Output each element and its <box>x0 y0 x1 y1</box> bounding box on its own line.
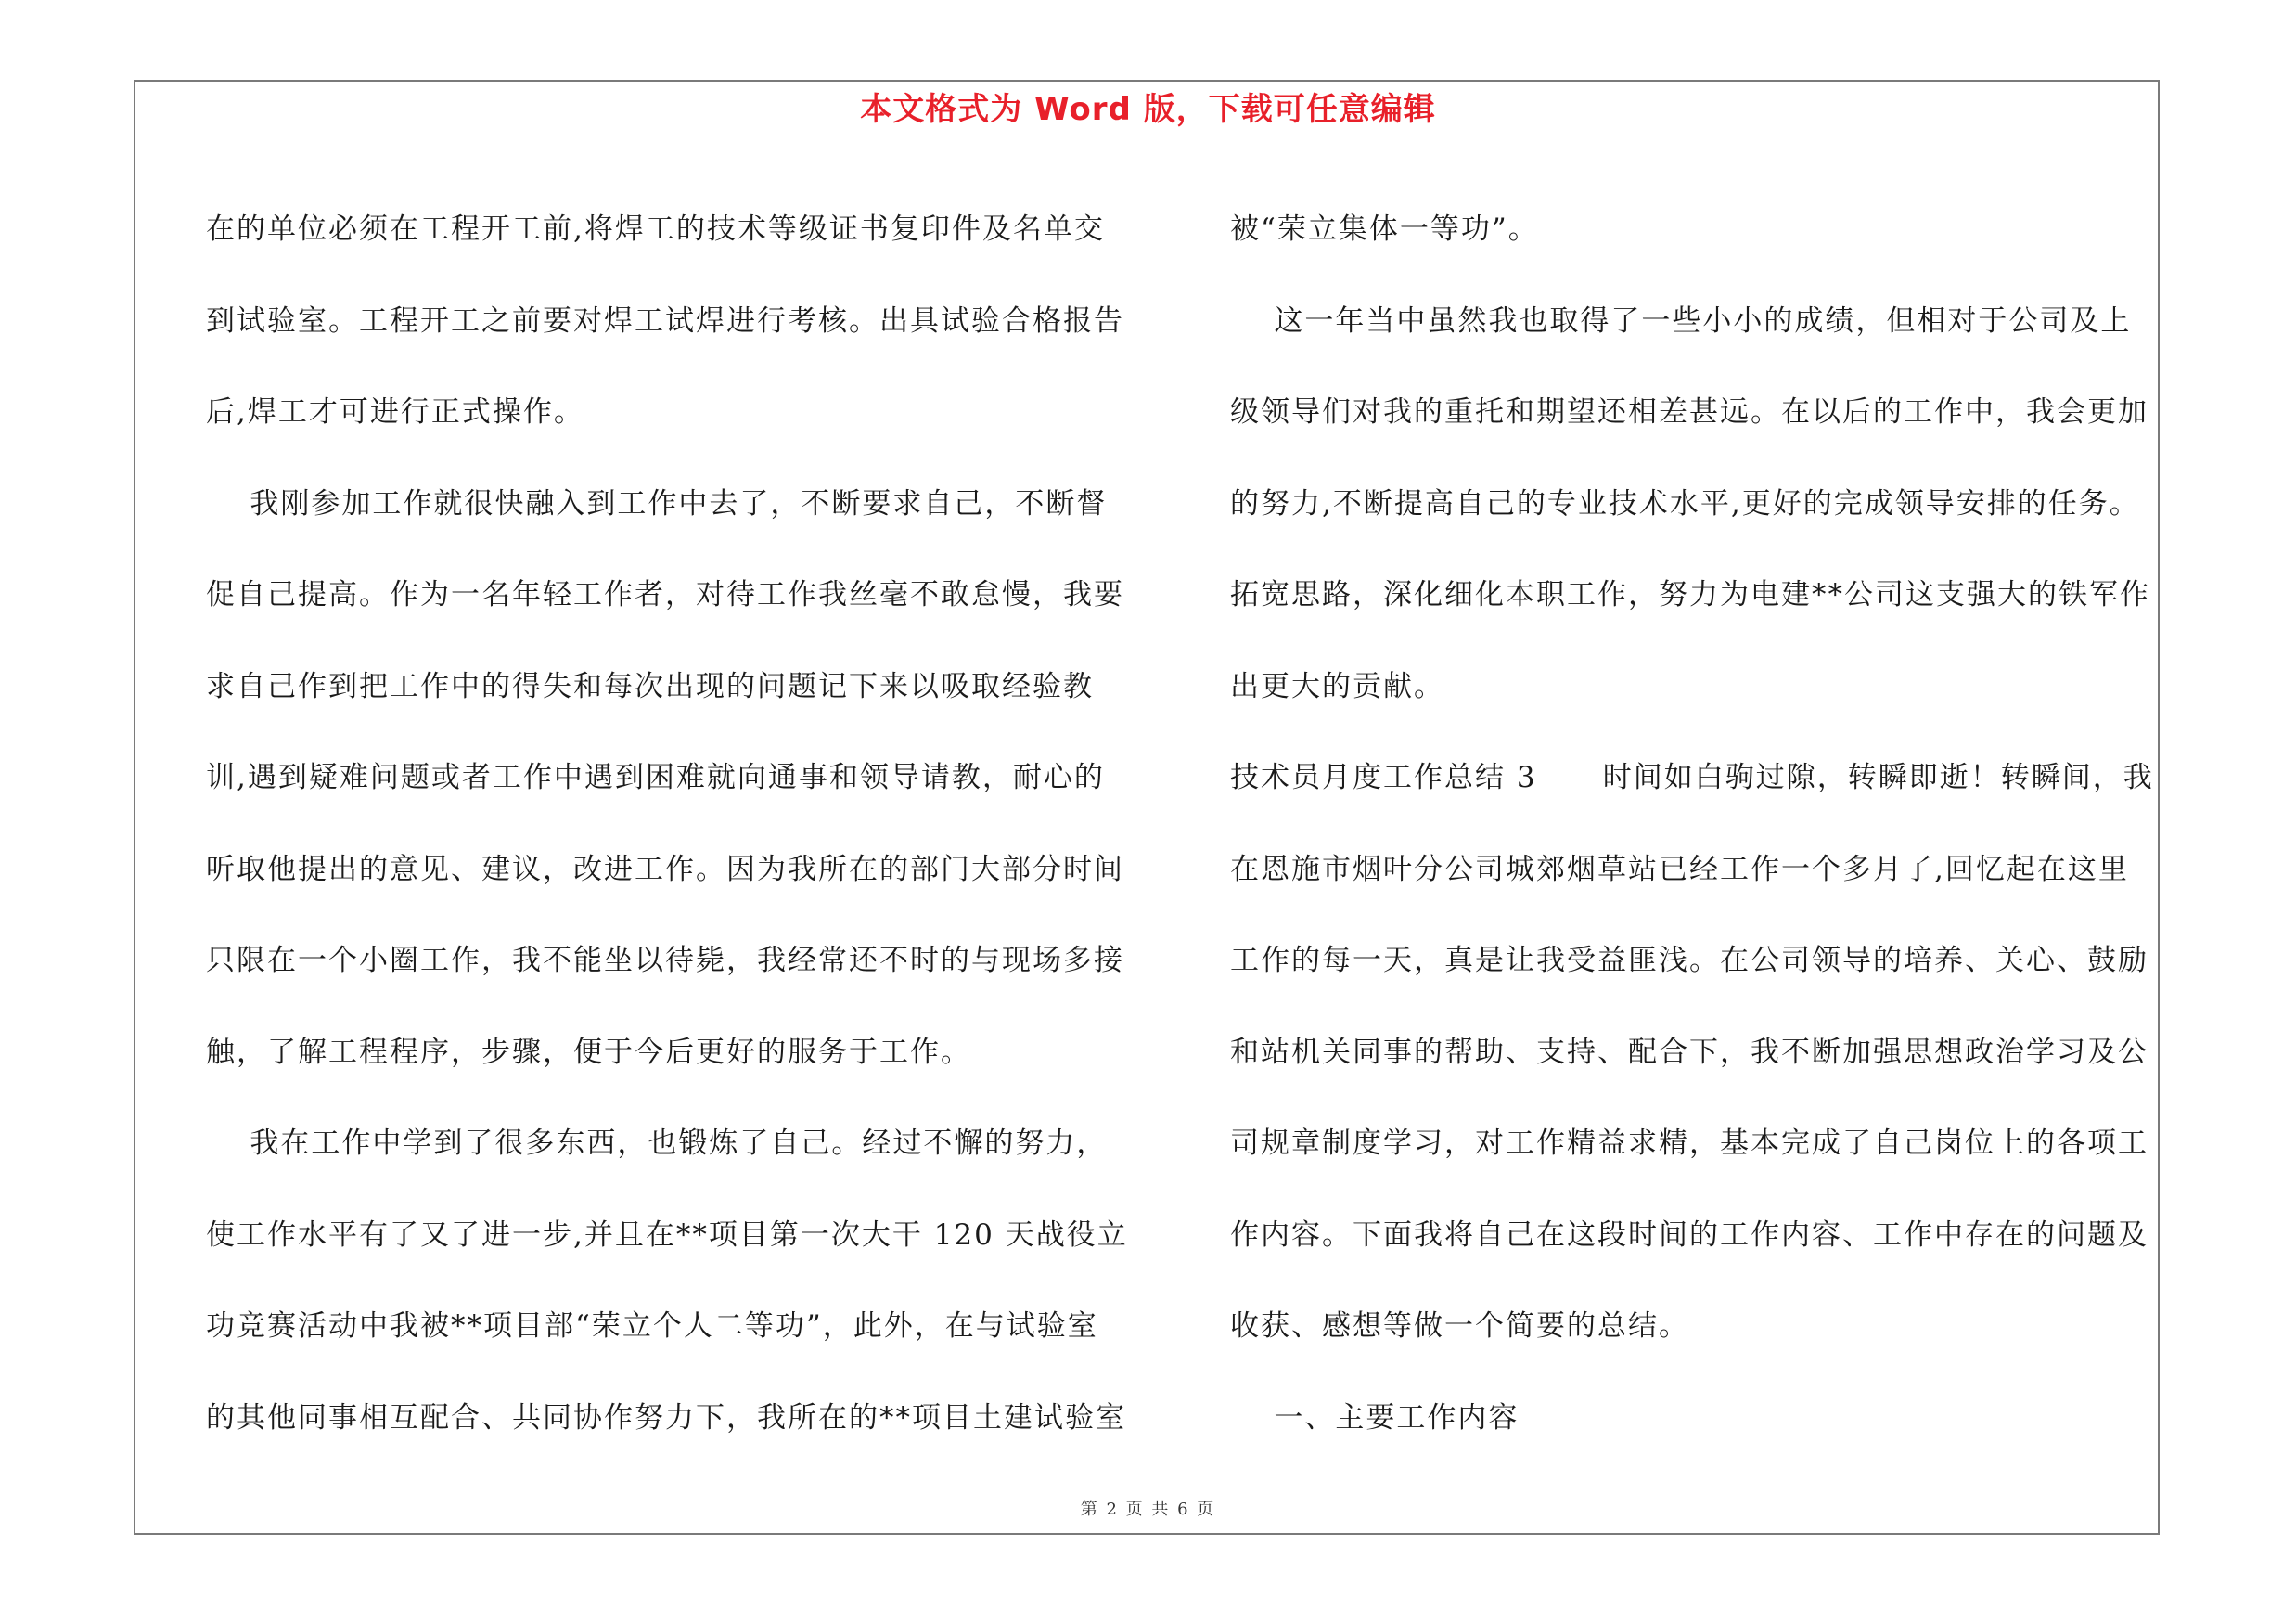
page-number-footer: 第 2 页 共 6 页 <box>1080 1500 1216 1519</box>
text-line: 训,遇到疑难问题或者工作中遇到困难就向通事和领导请教，耐心的 <box>206 761 1105 794</box>
text-line: 使工作水平有了又了进一步,并且在**项目第一次大干 120 天战役立 <box>206 1217 1128 1252</box>
text-line: 功竞赛活动中我被**项目部“荣立个人二等功”，此外，在与试验室 <box>206 1309 1098 1343</box>
text-line: 级领导们对我的重托和期望还相差甚远。在以后的工作中，我会更加 <box>1230 395 2148 429</box>
format-banner: 本文格式为 Word 版，下载可任意编辑 <box>860 91 1436 128</box>
text-line: 听取他提出的意见、建议，改进工作。因为我所在的部门大部分时间 <box>206 852 1124 886</box>
text-line: 我刚参加工作就很快融入到工作中去了，不断要求自己，不断督 <box>206 486 1108 521</box>
text-line: 求自己作到把工作中的得失和每次出现的问题记下来以吸取经验教 <box>206 669 1094 703</box>
text-line: 只限在一个小圈工作，我不能坐以待毙，我经常还不时的与现场多接 <box>206 944 1124 977</box>
text-line: 出更大的贡献。 <box>1230 669 1444 703</box>
right-text-column <box>1230 184 2162 1463</box>
text-line: 这一年当中虽然我也取得了一些小小的成绩，但相对于公司及上 <box>1230 303 2132 338</box>
text-line: 在恩施市烟叶分公司城郊烟草站已经工作一个多月了,回忆起在这里 <box>1230 852 2129 886</box>
text-line: 拓宽思路，深化细化本职工作，努力为电建**公司这支强大的铁军作 <box>1230 578 2150 612</box>
text-line: 在的单位必须在工程开工前,将焊工的技术等级证书复印件及名单交 <box>206 213 1105 246</box>
text-line: 到试验室。工程开工之前要对焊工试焊进行考核。出具试验合格报告 <box>206 303 1124 338</box>
text-line: 的其他同事相互配合、共同协作努力下，我所在的**项目土建试验室 <box>206 1400 1126 1435</box>
text-line: 司规章制度学习，对工作精益求精，基本完成了自己岗位上的各项工 <box>1230 1127 2148 1160</box>
text-line: 的努力,不断提高自己的专业技术水平,更好的完成领导安排的任务。 <box>1230 486 2140 521</box>
text-line: 和站机关同事的帮助、支持、配合下，我不断加强思想政治学习及公 <box>1230 1035 2148 1069</box>
text-line: 工作的每一天，真是让我受益匪浅。在公司领导的培养、关心、鼓励 <box>1230 944 2148 977</box>
text-line: 被“荣立集体一等功”。 <box>1230 213 1539 246</box>
text-line: 作内容。下面我将自己在这段时间的工作内容、工作中存在的问题及 <box>1230 1217 2148 1252</box>
text-line: 促自己提高。作为一名年轻工作者，对待工作我丝毫不敢怠慢，我要 <box>206 578 1124 612</box>
left-text-column <box>206 184 1134 1463</box>
text-line: 收获、感想等做一个简要的总结。 <box>1230 1309 1689 1343</box>
text-line: 触，了解工程程序，步骤，便于今后更好的服务于工作。 <box>206 1035 971 1069</box>
text-line: 技术员月度工作总结 3 时间如白驹过隙，转瞬即逝！转瞬间，我 <box>1230 761 2154 794</box>
text-line: 后,焊工才可进行正式操作。 <box>206 395 584 429</box>
text-line: 我在工作中学到了很多东西，也锻炼了自己。经过不懈的努力， <box>206 1127 1108 1160</box>
text-line: 一、主要工作内容 <box>1230 1400 1520 1435</box>
